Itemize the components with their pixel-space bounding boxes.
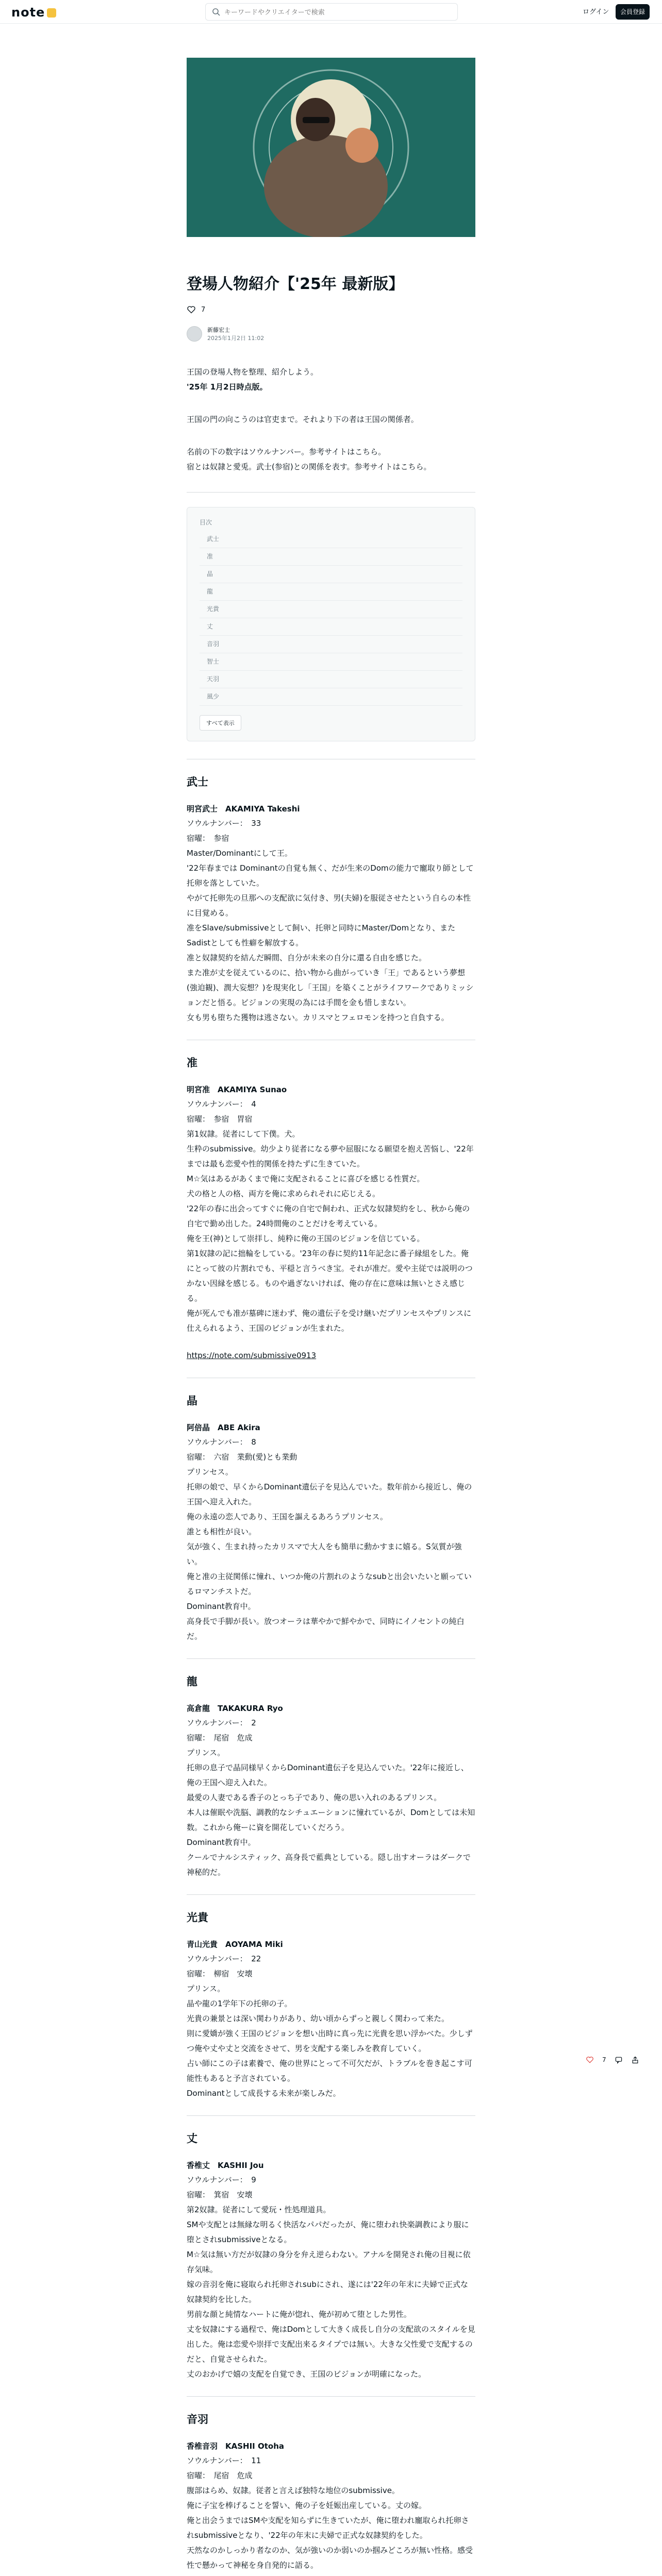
intro-line: 宿とは奴隷と愛兎。武士(参宿)との関係を表す。参考サイトはこちら。 (187, 462, 432, 471)
toc-item[interactable]: 天羽 (200, 671, 462, 688)
character-section (187, 1909, 475, 2101)
heart-icon[interactable] (586, 2056, 594, 2064)
character-line: 宿曜： 柳宿 安壊 (187, 1969, 253, 1978)
toc-heading: 目次 (200, 519, 212, 526)
character-line: ソウルナンバー： 4 (187, 1099, 256, 1109)
character-line: ソウルナンバー： 2 (187, 1718, 256, 1727)
character-line: ソウルナンバー： 33 (187, 819, 261, 828)
character-section (187, 2130, 475, 2382)
search-input[interactable] (224, 7, 451, 18)
character-name: 阿倍晶 ABE Akira (187, 1423, 260, 1432)
character-line: 光貴の兼景とは深い関わりがあり、幼い頃からずっと親しく関わって来た。 (187, 2014, 449, 2023)
character-line: プリンセス。 (187, 1467, 233, 1477)
character-name: 高倉龍 TAKAKURA Ryo (187, 1704, 283, 1713)
character-line: 准をSlave/submissiveとして飼い、托卵と同時にMaster/Domとなり、またSadistとしても性癖を解放する。 (187, 923, 456, 947)
character-name: 明宮武士 AKAMIYA Takeshi (187, 804, 300, 814)
character-line: プリンス。 (187, 1984, 225, 1993)
section-heading: 准 (187, 1057, 197, 1069)
note-logo[interactable]: note (11, 5, 56, 20)
intro-line: 王国の登場人物を整理、紹介しよう。 (187, 367, 319, 377)
character-name: 明宮准 AKAMIYA Sunao (187, 1085, 287, 1094)
header-image (187, 58, 475, 237)
character-line: 男前な顔と純情なハートに俺が惚れ、俺が初めて堕とした男性。 (187, 2310, 411, 2319)
toc-item[interactable]: 武士 (200, 531, 462, 548)
toc-item[interactable]: 智士 (200, 653, 462, 671)
character-line: 宿曜： 六宿 業動(愛)とも業動 (187, 1452, 297, 1462)
character-line: 生粋のsubmissive。幼少より従者になる夢や屈服になる願望を抱え苦悩し、'22年までは最も恋愛や性的関係を持たずに生きていた。 (187, 1144, 474, 1168)
character-line: 俺と准の主従関係に憧れ、いつか俺の片割れのようなsubと出会いたいと願っているロマンチストだ。 (187, 1572, 472, 1596)
search-icon (212, 8, 220, 16)
character-line: '22年の春に出会ってすぐに俺の自宅で飼われ、正式な奴隷契約をし、秋から俺の自宅で勤め出した。24時間俺のことだけを考えている。 (187, 1204, 470, 1228)
author-name[interactable]: 新藤宏士 (207, 327, 230, 333)
character-line: 第2奴隷。従者にして愛玩・性処理道具。 (187, 2205, 331, 2214)
side-like-count: 7 (602, 2056, 606, 2063)
search-box[interactable] (205, 3, 458, 21)
character-line: 腹部はらめ、奴隷。従者と言えば独特な地位のsubmissive。 (187, 2486, 400, 2495)
character-line: Dominant教育中。 (187, 1602, 256, 1611)
section-heading: 音羽 (187, 2413, 208, 2426)
character-line: やがて托卵先の旦那への支配欲に気付き、男(夫婦)を服従させたという自らの本性に目覚める。 (187, 893, 471, 918)
toc-item[interactable]: 風少 (200, 688, 462, 706)
character-line: 俺が死んでも准が墓碑に迷わず、俺の遺伝子を受け継いだプリンセスやプリンスに仕えられるよう、王国のビジョンが生まれた。 (187, 1309, 472, 1333)
character-line: Dominantとして成長する未来が楽しみだ。 (187, 2089, 341, 2098)
character-name: 香椎音羽 KASHII Otoha (187, 2442, 285, 2451)
profile-link[interactable]: https://note.com/submissive0913 (187, 1351, 317, 1360)
article-body (187, 273, 475, 2576)
like-row (187, 305, 475, 314)
intro-line: '25年 1月2日時点版。 (187, 382, 268, 392)
character-name: 香椎丈 KASHII Jou (187, 2161, 264, 2170)
section-heading: 武士 (187, 776, 208, 788)
section-heading: 龍 (187, 1675, 197, 1688)
character-line: 宿曜： 尾宿 危成 (187, 1733, 253, 1742)
illustration-icon (187, 58, 475, 237)
character-line: 犬の格と人の格、両方を俺に求められそれに応じえる。 (187, 1189, 380, 1198)
like-count: 7 (201, 306, 206, 314)
character-line: 俺と出会うまではSMや支配を知らずに生きていたが、俺に堕われ寵取られ托卵されsubmissiveとなり、'22年の年末に夫婦で正式な奴隷契約をした。 (187, 2516, 469, 2540)
character-line: '22年春までは Dominantの自覚も無く、だが生来のDomの能力で寵取り師として托卵を落としていた。 (187, 863, 474, 888)
character-line: 嫁の音羽を俺に寝取られ托卵されsubにされ、遂には'22年の年末に夫婦で正式な奴隷契約を比した。 (187, 2280, 468, 2304)
character-line: Dominant教育中。 (187, 1838, 256, 1847)
character-line: 托卵の息子で晶同様早くからDominant遺伝子を見込んでいた。'22年に接近し、俺の王国へ迎え入れた。 (187, 1763, 469, 1787)
divider (187, 1658, 475, 1659)
character-line: 誰とも相性が良い。 (187, 1527, 257, 1536)
section-heading: 晶 (187, 1395, 197, 1407)
character-line: クールでナルシスティック、高身長で藍典としている。隠し出すオーラはダークで神秘的だ。 (187, 1853, 471, 1877)
character-line (187, 2573, 475, 2576)
character-line: 俺を王(神)として崇拝し、純粋に俺の王国のビジョンを信じている。 (187, 1234, 425, 1243)
character-name: 青山光貴 AOYAMA Miki (187, 1940, 283, 1949)
show-all-button[interactable]: すべて表示 (200, 715, 241, 731)
login-link[interactable]: ログイン (583, 8, 609, 16)
comment-icon[interactable] (615, 2056, 623, 2064)
character-line: M☆気は無い方だが奴隷の身分を弁え逆らわない。アナルを開発され俺の目視に依存気味。 (187, 2250, 471, 2274)
character-line: 占い師にこの子は素養で、俺の世界にとって不可欠だが、トラブルを巻き起こす可能性もあると予言されている。 (187, 2059, 472, 2083)
character-line: 俺に子宝を棒げることを誓い、俺の子を妊娠出産している。丈の嫁。 (187, 2501, 427, 2510)
intro-line: 王国の門の向こうのは官吏まで。それより下の者は王国の関係者。 (187, 415, 419, 424)
character-line: 高身長で手脚が長い。放つオーラは華やかで鮮やかで、同時にイノセントの純白だ。 (187, 1617, 465, 1641)
signup-button[interactable]: 会員登録 (616, 4, 650, 20)
heart-icon[interactable] (187, 305, 196, 314)
toc-item[interactable]: 龍 (200, 583, 462, 601)
intro-line: 名前の下の数字はソウルナンバー。参考サイトはこちら。 (187, 447, 386, 456)
toc-item[interactable]: 音羽 (200, 636, 462, 653)
character-line: SMや支配とは無縁な明るく快活なパパだったが、俺に堕われ快楽調教により服に堕とされsubmissiveとなる。 (187, 2220, 469, 2244)
character-line: 第1奴隷。従者にして下僕。犬。 (187, 1129, 300, 1139)
sections (187, 774, 475, 2576)
character-line: 気が強く、生まれ持ったカリスマで大人をも簡単に動かすまに嬉る。S気質が強い。 (187, 1542, 462, 1566)
avatar[interactable] (187, 326, 202, 342)
share-icon[interactable] (631, 2056, 639, 2064)
character-line: 宿曜： 参宿 胃宿 (187, 1114, 253, 1124)
character-line: 晶や龍の1学年下の托卵の子。 (187, 1999, 292, 2008)
author-row[interactable] (187, 326, 475, 342)
table-of-contents (187, 507, 475, 741)
character-line: 則に愛嬌が強く王国のビジョンを想い出時に真っ先に光貴を思い浮かべた。少しずつ俺や丈や丈と交流をさせて、男を支配する楽しみを教育していく。 (187, 2029, 473, 2053)
toc-item[interactable]: 晶 (200, 566, 462, 583)
toc-item[interactable]: 光貴 (200, 601, 462, 618)
character-line: ソウルナンバー： 11 (187, 2456, 261, 2465)
character-section (187, 1393, 475, 1644)
character-line: ソウルナンバー： 8 (187, 1437, 256, 1447)
divider (187, 1894, 475, 1895)
character-line: ソウルナンバー： 9 (187, 2175, 256, 2184)
character-line: 天然なのかしっかり者なのか、気が強いのか弱いのか掴みどころが無い性格。感受性で懸かって神秘を身自発的に語る。 (187, 2546, 473, 2570)
publish-date: 2025年1月2日 11:02 (207, 335, 264, 342)
character-line: 宿曜： 箕宿 安壊 (187, 2190, 253, 2199)
character-line: 本人は催眠や洗脳、調教的なシチュエーションに憧れているが、Domとしては未知数。これから俺ーに資を開花していくだろう。 (187, 1808, 475, 1832)
character-line: 宿曜： 参宿 (187, 834, 229, 843)
character-line: 丈のおかげで嬉の支配を自覚でき、王国のビジョンが明確になった。 (187, 2369, 426, 2379)
character-section (187, 2411, 475, 2576)
site-header (0, 0, 662, 24)
divider (187, 2115, 475, 2116)
character-line: 第1奴隷の記に拙輪をしている。'23年の春に契約11年記念に番子縁組をした。俺にとって彼の片割れでも、平穏と言うべき宝。それが准だ。愛や主従では説明のつかない因縁を感じる。ものや過ぎないければ、俺の存在に意味は無いとさえ感じる。 (187, 1249, 473, 1303)
character-line: 托卵の娘で、早くからDominant遺伝子を見込んでいた。数年前から接近し、俺の王国へ迎え入れた。 (187, 1482, 472, 1506)
toc-item[interactable]: 准 (200, 548, 462, 566)
section-heading: 丈 (187, 2132, 197, 2145)
toc-item[interactable]: 丈 (200, 618, 462, 636)
character-line: 女も男も堕ちた獲物は逃さない。カリスマとフェロモンを持つと自負する。 (187, 1013, 449, 1022)
character-line: 丈を奴隷にする過程で、俺はDomとして大きく成長し自分の支配欲のスタイルを見出した。俺は恋愛や崇拝で支配出来るタイプでは無い。大きな父性愛で支配するのだと、自覚させられた。 (187, 2325, 475, 2364)
character-line: Master/Dominantにして王。 (187, 849, 292, 858)
logo-badge-icon (47, 8, 56, 18)
divider (187, 2396, 475, 2397)
character-line: 准と奴隷契約を結んだ瞬間、自分が未来の自分に還る自由を感じた。 (187, 953, 427, 962)
character-section (187, 1673, 475, 1880)
character-line: 最愛の人妻である香子のとっち子であり、俺の思い入れのあるプリンス。 (187, 1793, 442, 1802)
side-actions (586, 2056, 639, 2064)
divider (187, 492, 475, 493)
section-heading: 光貴 (187, 1911, 208, 1924)
character-line: 宿曜： 尾宿 危成 (187, 2471, 253, 2480)
character-section (187, 1055, 475, 1363)
character-line: M☆気はあるがあくまで俺に支配されることに喜びを感じる性質だ。 (187, 1174, 425, 1183)
article-title: 登場人物紹介【'25年 最新版】 (187, 275, 404, 293)
character-section (187, 774, 475, 1025)
character-line: また准が丈を従えているのに、拾い物から曲がっていき「王」であるという夢想(強迫観)、潤大妄想？)を現実化し「王国」を築くことがライフワークでありミッションだと悟る。ビジョンの実現の為には手間を金も惜しまない。 (187, 968, 474, 1007)
character-line: 俺の永遠の恋人であり、王国を謳えるあろうプリンセス。 (187, 1512, 388, 1521)
character-line: ソウルナンバー： 22 (187, 1954, 261, 1963)
character-line: プリンス。 (187, 1748, 225, 1757)
